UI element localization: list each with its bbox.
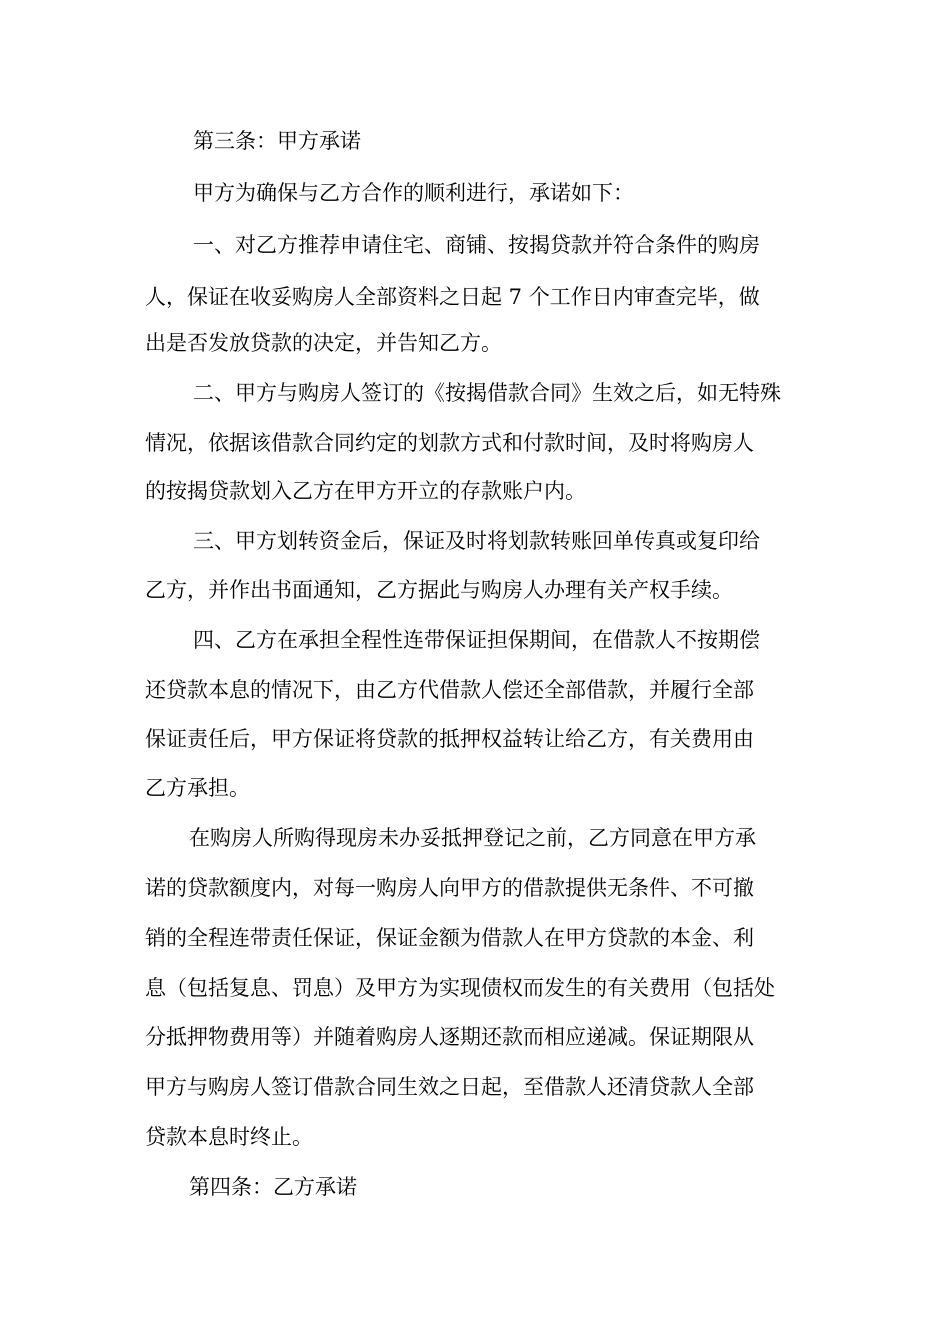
paragraph-line: 乙方，并作出书面通知，乙方据此与购房人办理有关产权手续。	[145, 578, 733, 602]
paragraph-line: 三、甲方划转资金后，保证及时将划款转账回单传真或复印给	[193, 529, 760, 553]
section-heading-3: 第三条：甲方承诺	[193, 129, 361, 153]
paragraph-line: 甲方为确保与乙方合作的顺利进行，承诺如下：	[193, 181, 634, 205]
paragraph-line: 分抵押物费用等）并随着购房人逐期还款而相应递减。保证期限从	[145, 1025, 754, 1049]
paragraph-line: 还贷款本息的情况下，由乙方代借款人偿还全部借款，并履行全部	[145, 678, 754, 702]
paragraph-line: 甲方与购房人签订借款合同生效之日起，至借款人还清贷款人全部	[145, 1075, 754, 1099]
paragraph-line: 息（包括复息、罚息）及甲方为实现债权而发生的有关费用（包括处	[145, 976, 775, 1000]
paragraph-line: 乙方承担。	[145, 776, 250, 800]
section-heading-4: 第四条：乙方承诺	[189, 1175, 357, 1199]
paragraph-line: 一、对乙方推荐申请住宅、商铺、按揭贷款并符合条件的购房	[193, 233, 760, 257]
paragraph-line: 人，保证在收妥购房人全部资料之日起 7 个工作日内审查完毕，做	[145, 285, 760, 309]
paragraph-line: 出是否发放贷款的决定，并告知乙方。	[145, 331, 502, 355]
paragraph-line: 二、甲方与购房人签订的《按揭借款合同》生效之后，如无特殊	[193, 381, 781, 405]
paragraph-line: 诺的贷款额度内，对每一购房人向甲方的借款提供无条件、不可撤	[145, 876, 754, 900]
paragraph-line: 四、乙方在承担全程性连带保证担保期间，在借款人不按期偿	[193, 628, 760, 652]
paragraph-line: 贷款本息时终止。	[145, 1125, 313, 1149]
paragraph-line: 销的全程连带责任保证，保证金额为借款人在甲方贷款的本金、利	[145, 926, 754, 950]
paragraph-line: 在购房人所购得现房未办妥抵押登记之前，乙方同意在甲方承	[189, 826, 756, 850]
paragraph-line: 的按揭贷款划入乙方在甲方开立的存款账户内。	[145, 479, 586, 503]
paragraph-line: 情况，依据该借款合同约定的划款方式和付款时间，及时将购房人	[145, 431, 754, 455]
paragraph-line: 保证责任后，甲方保证将贷款的抵押权益转让给乙方，有关费用由	[145, 727, 754, 751]
